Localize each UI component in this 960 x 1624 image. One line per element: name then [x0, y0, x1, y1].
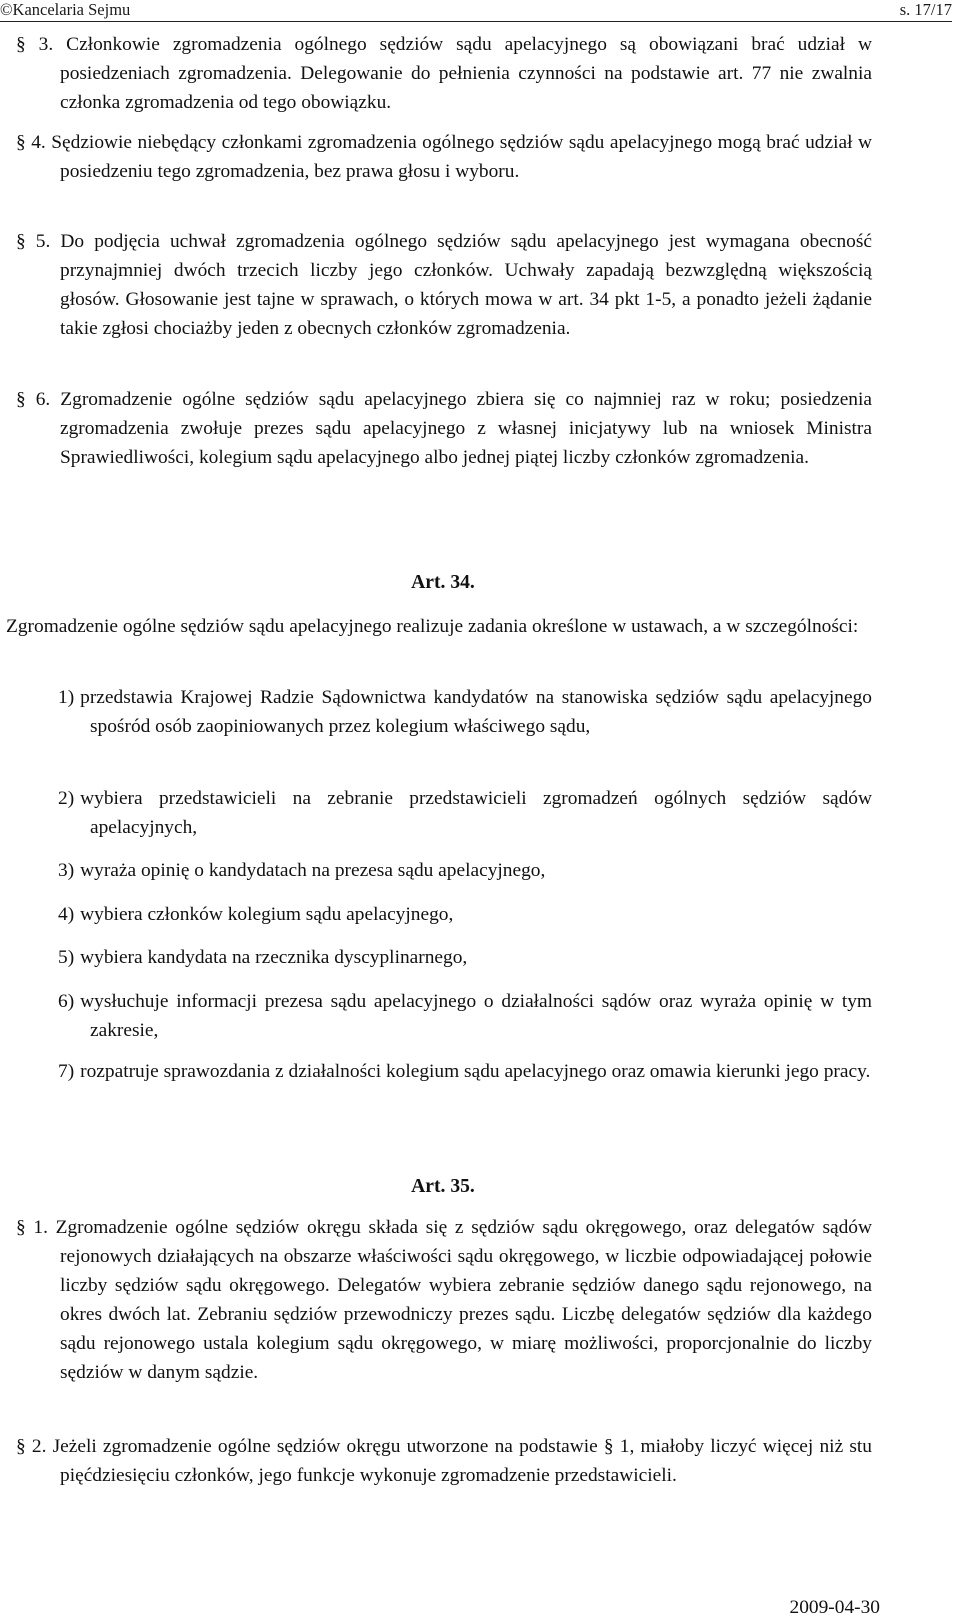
list-item-text: wysłuchuje informacji prezesa sądu apelacyjnego o działalności sądów oraz wyraża opinię w tym zakresie,: [80, 991, 872, 1041]
list-item-number: 4): [58, 904, 75, 925]
list-item-number: 5): [58, 947, 75, 968]
paragraph-art33-4: § 4. Sędziowie niebędący członkami zgromadzenia ogólnego sędziów sądu apelacyjnego mogą brać udział w posiedzeniu tego zgromadzenia, bez prawa głosu i wyboru.: [16, 132, 872, 182]
header-divider: [0, 21, 952, 22]
list-item-text: wybiera kandydata na rzecznika dyscyplinarnego,: [80, 947, 468, 968]
list-item-text: wybiera przedstawicieli na zebranie przedstawicieli zgromadzeń ogólnych sędziów sądów apelacyjnych,: [80, 788, 872, 838]
list-item-number: 7): [58, 1061, 75, 1082]
list-item: [58, 900, 872, 929]
paragraph-art33-5: § 5. Do podjęcia uchwał zgromadzenia ogólnego sędziów sądu apelacyjnego jest wymagana obecność przynajmniej dwóch trzecich liczby jego członków. Uchwały zapadają bezwzględną większością głosów. Głosowanie jest tajne w sprawach, o których mowa w art. 34 pkt 1-5, a ponadto jeżeli żądanie takie zgłosi chociażby jeden z obecnych członków zgromadzenia.: [16, 231, 872, 339]
list-item: [58, 1057, 872, 1086]
paragraph-art33-6: § 6. Zgromadzenie ogólne sędziów sądu apelacyjnego zbiera się co najmniej raz w roku; posiedzenia zgromadzenia zwołuje prezes sądu apelacyjnego z własnej inicjatywy lub na wniosek Ministra Sprawiedliwości, kolegium sądu apelacyjnego albo jednej piątej liczby członków zgromadzenia.: [16, 389, 872, 468]
list-item-number: 3): [58, 860, 75, 881]
list-item: [58, 943, 872, 972]
list-item-text: wybiera członków kolegium sądu apelacyjnego,: [80, 904, 454, 925]
list-item: [58, 784, 872, 842]
list-item-number: 6): [58, 991, 75, 1012]
list-item-number: 1): [58, 687, 75, 708]
list-item-text: przedstawia Krajowej Radzie Sądownictwa kandydatów na stanowiska sędziów sądu apelacyjnego spośród osób zaopiniowanych przez kolegium właściwego sądu,: [80, 687, 872, 737]
paragraph-art35-1: § 1. Zgromadzenie ogólne sędziów okręgu składa się z sędziów sądu okręgowego, oraz delegatów sądów rejonowych działających na obszarze właściwości sądu okręgowego, w liczbie odpowiadającej połowie liczby sędziów sądu okręgowego. Delegatów wybiera zebranie sędziów danego sądu rejonowego, na okres dwóch lat. Zebraniu sędziów przewodniczy prezes sądu. Liczbę delegatów sędziów dla każdego sądu rejonowego ustala kolegium sądu okręgowego, w miarę możliwości, proporcjonalnie do liczby sędziów w danym sądzie.: [16, 1217, 872, 1383]
list-item: [58, 856, 872, 885]
article-34-intro: Zgromadzenie ogólne sędziów sądu apelacyjnego realizuje zadania określone w ustawach, a w szczególności:: [6, 616, 859, 637]
list-item: [58, 987, 872, 1045]
paragraph-art35-2: § 2. Jeżeli zgromadzenie ogólne sędziów okręgu utworzone na podstawie § 1, miałoby liczyć więcej niż stu pięćdziesięciu członków, jego funkcje wykonuje zgromadzenie przedstawicieli.: [16, 1436, 872, 1486]
document-date: 2009-04-30: [789, 1597, 880, 1618]
source-label: ©Kancelaria Sejmu: [0, 0, 131, 19]
page-header: [0, 0, 960, 26]
page-number: s. 17/17: [899, 0, 952, 19]
paragraph-art33-3: § 3. Członkowie zgromadzenia ogólnego sędziów sądu apelacyjnego są obowiązani brać udział w posiedzeniach zgromadzenia. Delegowanie do pełnienia czynności na podstawie art. 77 nie zwalnia członka zgromadzenia od tego obowiązku.: [16, 34, 872, 113]
list-item-number: 2): [58, 788, 75, 809]
article-34-title: Art. 34.: [411, 572, 475, 593]
list-item-text: wyraża opinię o kandydatach na prezesa sądu apelacyjnego,: [80, 860, 546, 881]
list-item-text: rozpatruje sprawozdania z działalności kolegium sądu apelacyjnego oraz omawia kierunki jego pracy.: [80, 1061, 871, 1082]
list-item: [58, 683, 872, 741]
article-35-title: Art. 35.: [411, 1176, 475, 1197]
